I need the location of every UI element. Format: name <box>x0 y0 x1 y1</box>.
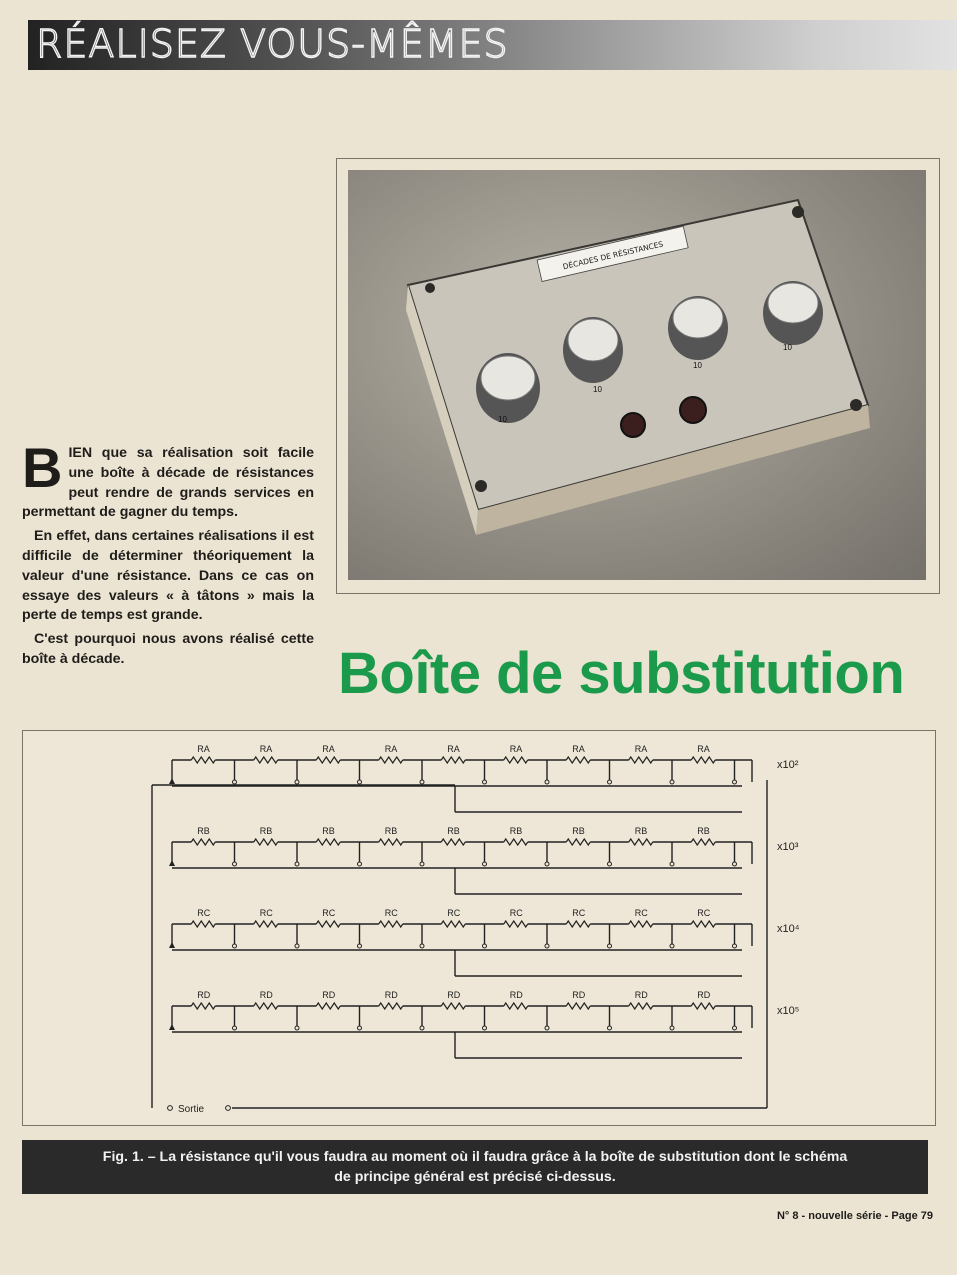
resistor-label: RB <box>634 826 648 836</box>
tap-contact <box>670 780 674 784</box>
resistor-symbol <box>441 1003 465 1009</box>
resistor-symbol <box>254 757 278 763</box>
resistor-label: RB <box>447 826 460 836</box>
tap-contact <box>295 780 299 784</box>
tap-contact <box>733 1026 737 1030</box>
dropcap: B <box>22 436 63 499</box>
tap-contact <box>295 944 299 948</box>
resistor-symbol <box>504 921 528 927</box>
resistor-symbol <box>254 921 278 927</box>
resistor-label: RB <box>322 826 335 836</box>
intro-paragraph-2: En effet, dans certaines réalisations il est difficile de déterminer théoriquement la valeur d'une résistance. Dans ce cas on essaye des valeurs « à tâtons » mais la perte de temps est grande. <box>22 528 314 624</box>
multiplier-label: x10⁴ <box>777 923 800 935</box>
resistor-symbol <box>441 757 465 763</box>
tap-contact <box>733 780 737 784</box>
resistor-label: RC <box>572 908 586 918</box>
resistor-symbol <box>504 839 528 845</box>
tap-contact <box>358 862 362 866</box>
output-terminal-1 <box>168 1106 173 1111</box>
tap-contact <box>295 862 299 866</box>
tap-contact <box>733 862 737 866</box>
resistor-symbol <box>504 757 528 763</box>
tap-contact <box>545 780 549 784</box>
resistor-label: RB <box>259 826 273 836</box>
resistor-symbol <box>566 1003 590 1009</box>
resistor-symbol <box>566 921 590 927</box>
tap-contact <box>483 862 487 866</box>
tap-contact <box>233 862 237 866</box>
resistor-label: RA <box>322 744 335 754</box>
resistor-symbol <box>379 839 403 845</box>
tap-contact <box>358 944 362 948</box>
figure-caption <box>22 1140 928 1194</box>
resistor-label: RC <box>697 908 711 918</box>
intro-paragraph-1: IEN que sa réalisation soit facile une boîte à décade de résistances peut rendre de grands services en permettant de gagner du temps. <box>22 445 314 521</box>
multiplier-label: x10³ <box>777 841 799 853</box>
resistor-label: RC <box>384 908 398 918</box>
svg-text:10: 10 <box>693 361 702 370</box>
tap-contact <box>233 944 237 948</box>
tap-contact <box>358 780 362 784</box>
resistor-label: RB <box>197 826 210 836</box>
panel-label: DÉCADES DE RÉSISTANCES <box>561 239 664 272</box>
resistor-label: RD <box>634 990 648 1000</box>
resistor-label: RD <box>572 990 586 1000</box>
tap-contact <box>233 780 237 784</box>
resistor-symbol <box>629 757 653 763</box>
resistor-label: RC <box>634 908 648 918</box>
intro-paragraph-3: C'est pourquoi nous avons réalisé cette boîte à décade. <box>22 631 314 667</box>
tap-contact <box>545 862 549 866</box>
resistor-symbol <box>254 1003 278 1009</box>
tap-contact <box>420 780 424 784</box>
resistor-label: RC <box>447 908 461 918</box>
resistor-label: RA <box>384 744 398 754</box>
resistor-symbol <box>254 839 278 845</box>
resistor-symbol <box>441 921 465 927</box>
resistor-label: RA <box>572 744 585 754</box>
resistor-symbol <box>191 921 215 927</box>
resistor-label: RC <box>322 908 336 918</box>
tap-contact <box>295 1026 299 1030</box>
multiplier-label: x10² <box>777 759 799 771</box>
resistor-label: RD <box>322 990 336 1000</box>
svg-text:10: 10 <box>783 343 792 352</box>
resistor-symbol <box>191 757 215 763</box>
tap-contact <box>670 862 674 866</box>
svg-text:10: 10 <box>593 385 602 394</box>
tap-contact <box>483 780 487 784</box>
resistor-label: RD <box>447 990 461 1000</box>
decade-box-photo <box>348 170 926 580</box>
output-label: Sortie <box>178 1104 205 1115</box>
multiplier-label: x10⁵ <box>777 1005 800 1017</box>
resistor-symbol <box>191 1003 215 1009</box>
resistor-symbol <box>629 921 653 927</box>
resistor-symbol <box>629 839 653 845</box>
tap-contact <box>608 1026 612 1030</box>
resistor-label: RC <box>259 908 273 918</box>
resistor-label: RA <box>259 744 273 754</box>
resistor-symbol <box>379 1003 403 1009</box>
output-terminal-2 <box>226 1106 231 1111</box>
resistor-symbol <box>316 757 340 763</box>
resistor-label: RC <box>509 908 523 918</box>
resistor-label: RA <box>634 744 648 754</box>
resistor-symbol <box>691 1003 715 1009</box>
resistor-symbol <box>566 839 590 845</box>
resistor-label: RB <box>572 826 585 836</box>
tap-contact <box>733 944 737 948</box>
resistor-symbol <box>504 1003 528 1009</box>
resistor-label: RA <box>509 744 523 754</box>
resistor-symbol <box>566 757 590 763</box>
resistor-symbol <box>316 839 340 845</box>
section-heading: RÉALISEZ VOUS-MÊMES <box>36 22 509 66</box>
caption-line-1: Fig. 1. – La résistance qu'il vous faudra au moment où il faudra grâce à la boîte de substitution dont le schéma <box>102 1149 848 1165</box>
resistor-symbol <box>629 1003 653 1009</box>
resistor-label: RA <box>197 744 210 754</box>
resistor-symbol <box>691 757 715 763</box>
resistor-symbol <box>191 839 215 845</box>
tap-contact <box>483 944 487 948</box>
tap-contact <box>608 780 612 784</box>
resistor-label: RA <box>697 744 710 754</box>
resistor-label: RB <box>509 826 523 836</box>
resistor-symbol <box>691 839 715 845</box>
tap-contact <box>420 862 424 866</box>
resistor-symbol <box>379 921 403 927</box>
tap-contact <box>608 944 612 948</box>
tap-contact <box>420 944 424 948</box>
resistor-label: RD <box>697 990 711 1000</box>
page-folio: N° 8 - nouvelle série - Page 79 <box>776 1210 933 1222</box>
intro-text <box>22 436 314 674</box>
resistor-symbol <box>691 921 715 927</box>
svg-text:10: 10 <box>498 415 507 424</box>
tap-contact <box>358 1026 362 1030</box>
resistor-symbol <box>441 839 465 845</box>
tap-contact <box>608 862 612 866</box>
resistor-label: RD <box>259 990 273 1000</box>
caption-line-2: de principe général est précisé ci-dessus. <box>334 1169 616 1185</box>
resistor-label: RD <box>384 990 398 1000</box>
tap-contact <box>545 944 549 948</box>
resistor-label: RB <box>697 826 710 836</box>
tap-contact <box>233 1026 237 1030</box>
resistor-label: RB <box>384 826 398 836</box>
tap-contact <box>670 1026 674 1030</box>
resistor-symbol <box>316 1003 340 1009</box>
resistor-label: RA <box>447 744 460 754</box>
tap-contact <box>420 1026 424 1030</box>
tap-contact <box>545 1026 549 1030</box>
resistor-label: RD <box>509 990 523 1000</box>
resistor-label: RC <box>197 908 211 918</box>
tap-contact <box>483 1026 487 1030</box>
article-title: Boîte de substitution <box>338 641 905 706</box>
resistor-label: RD <box>197 990 211 1000</box>
resistor-symbol <box>379 757 403 763</box>
decade-schematic <box>22 730 936 1126</box>
resistor-symbol <box>316 921 340 927</box>
tap-contact <box>670 944 674 948</box>
